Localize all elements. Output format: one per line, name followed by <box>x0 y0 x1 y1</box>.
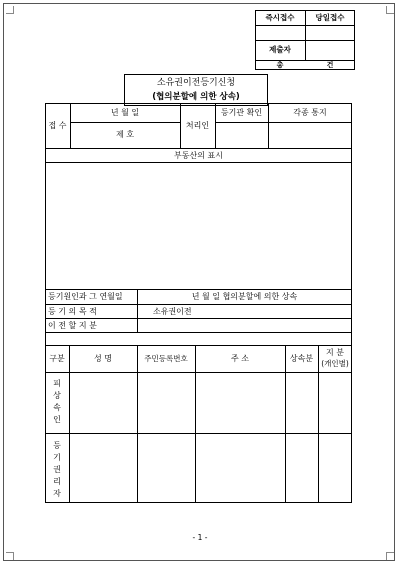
form-title: 소유권이전등기신청 <box>156 77 236 88</box>
col-address: 주 소 <box>231 354 249 363</box>
right-holder-entry-row[interactable] <box>70 434 351 502</box>
reception-label: 접 수 <box>48 120 67 130</box>
notice-label: 각종 통지 <box>293 107 327 117</box>
purpose-value: 소유권이전 <box>153 306 192 316</box>
row-right-holder-label: 등기권리자 <box>53 441 61 498</box>
cause-label: 등기원인과 그 연월일 <box>48 292 123 301</box>
reception-number: 제 호 <box>116 130 134 139</box>
decedent-entry-row[interactable] <box>70 373 351 433</box>
crop-mark <box>386 6 394 14</box>
property-header: 부동산의 표시 <box>174 150 223 160</box>
same-day-receipt-label: 당일접수 <box>315 12 345 22</box>
immediate-receipt-label: 즉시접수 <box>265 12 295 22</box>
total-suffix: 건 <box>326 60 334 69</box>
cause-value: 년 월 일 협의분할에 의한 상속 <box>191 292 298 301</box>
col-share: 지 분 <box>326 347 344 357</box>
form-subtitle: (협의분할에 의한 상속) <box>152 91 240 102</box>
page-number: - 1 - <box>192 533 208 543</box>
col-name: 성 명 <box>94 354 112 363</box>
crop-mark <box>386 552 394 560</box>
purpose-label: 등 기 의 목 적 <box>48 306 97 316</box>
processor-label: 처리인 <box>185 120 210 130</box>
col-inheritance: 상속분 <box>289 354 314 363</box>
property-description-area[interactable] <box>46 163 351 289</box>
reception-date: 년 월 일 <box>110 107 140 117</box>
crop-mark <box>6 552 14 560</box>
registrar-confirm-label: 등기관 확인 <box>220 107 263 117</box>
col-share-sub: (개인별) <box>321 359 349 369</box>
submitter-label: 제출자 <box>269 45 291 55</box>
row-decedent-label: 피상속인 <box>53 379 61 424</box>
col-id-number: 주민등록번호 <box>144 354 188 364</box>
share-label: 이 전 할 지 분 <box>48 320 97 330</box>
total-prefix: 총 <box>276 60 284 69</box>
crop-mark <box>6 6 14 14</box>
col-category: 구분 <box>49 354 65 363</box>
share-input-area[interactable] <box>138 319 351 332</box>
